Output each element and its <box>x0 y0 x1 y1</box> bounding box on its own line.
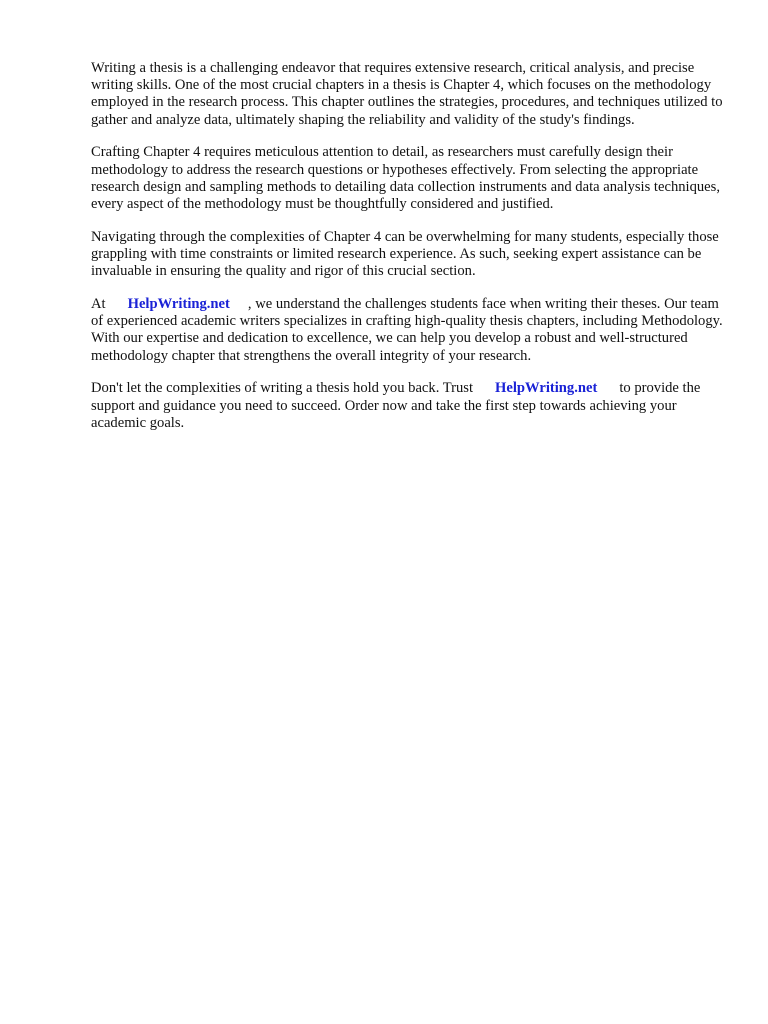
document-page <box>91 60 731 448</box>
paragraph-cta-lead: Don't let the complexities of writing a thesis hold you back. Trust <box>91 380 474 397</box>
paragraph-intro: Writing a thesis is a challenging endeavor that requires extensive research, critical analysis, and precise writing skills. One of the most crucial chapters in a thesis is Chapter 4, which focuses on the methodology employed in the research process. This chapter outlines the strategies, procedures, and techniques utilized to gather and analyze data, ultimately shaping the reliability and validity of the study's findings. <box>91 60 723 128</box>
paragraph-service-lead: At <box>91 296 106 313</box>
paragraph-crafting: Crafting Chapter 4 requires meticulous attention to detail, as researchers must carefully design their methodology to address the research questions or hypotheses effectively. From selecting the appropriate research design and sampling methods to detailing data collection instruments and data analysis techniques, every aspect of the methodology must be thoughtfully considered and justified. <box>91 144 720 213</box>
helpwriting-link-cta[interactable]: HelpWriting.net <box>495 380 598 397</box>
paragraph-service <box>91 296 731 365</box>
helpwriting-link[interactable]: HelpWriting.net <box>127 296 230 313</box>
paragraph-navigating: Navigating through the complexities of Chapter 4 can be overwhelming for many students, especially those grappling with time constraints or limited research experience. As such, seeking expert assistance can be invaluable in ensuring the quality and rigor of this crucial section. <box>91 228 719 280</box>
paragraph-cta-body: to provide the support and guidance you need to succeed. Order now and take the first step towards achieving your academic goals. <box>91 380 701 431</box>
paragraph-call-to-action <box>91 380 731 432</box>
paragraph-service-body: , we understand the challenges students face when writing their theses. Our team of experienced academic writers specializes in crafting high-quality thesis chapters, including Methodology. With our expertise and dedication to excellence, we can help you develop a robust and well-structured methodology chapter that strengthens the overall integrity of your research. <box>91 296 723 364</box>
